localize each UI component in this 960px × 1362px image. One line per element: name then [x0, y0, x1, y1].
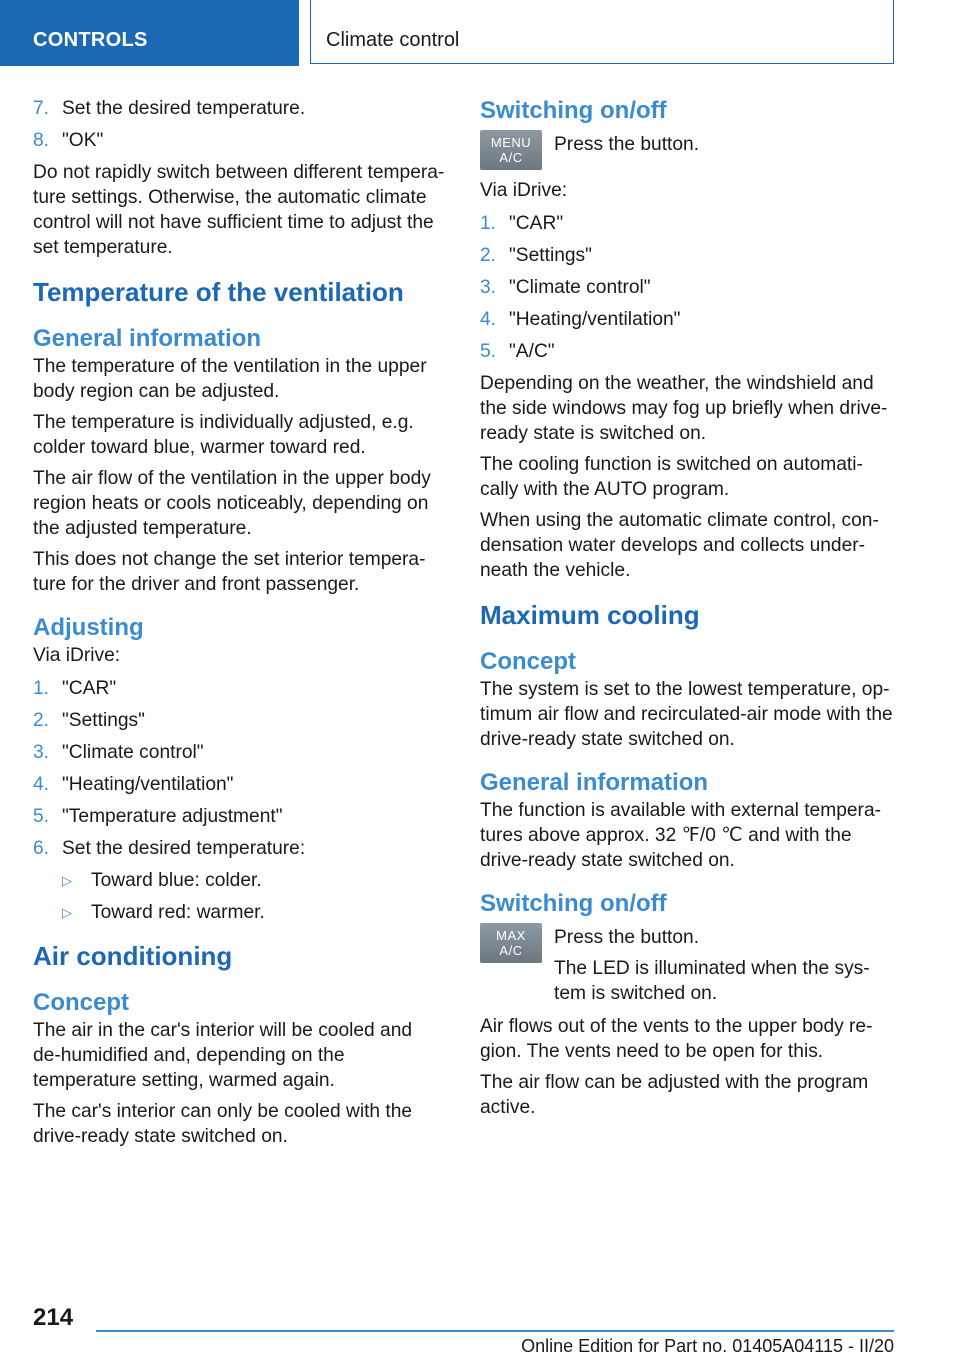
step-text: "A/C": [509, 341, 555, 362]
menu-ac-row: [480, 126, 898, 170]
button-label: A/C: [499, 943, 523, 958]
right-column: [480, 96, 898, 1120]
paragraph: The air flow of the ventilation in the upper body region heats or cools noticeably, depending on the adjusted temperature.: [33, 468, 431, 539]
press-button-text: Press the button.: [554, 134, 700, 155]
via-idrive-label: Via iDrive:: [33, 645, 121, 666]
list-item: [480, 211, 898, 236]
step-number: 5.: [33, 806, 50, 827]
step-number: 2.: [33, 710, 50, 731]
ac-steps: [480, 211, 898, 364]
step-text: "Climate control": [509, 277, 651, 298]
list-item: [480, 339, 898, 364]
step-number: 4.: [33, 774, 50, 795]
step-number: 7.: [33, 98, 50, 119]
max-ac-row: [480, 919, 898, 1006]
step-text: "Climate control": [62, 742, 204, 763]
step-number: 4.: [480, 309, 497, 330]
step-number: 8.: [33, 130, 50, 151]
list-item: [480, 275, 898, 300]
footer-divider: [96, 1330, 894, 1332]
step-text: Set the desired temperature.: [62, 98, 306, 119]
sub-item-text: Toward blue: colder.: [91, 870, 262, 891]
press-button-text: Press the button.: [554, 927, 700, 948]
step-number: 3.: [33, 742, 50, 763]
left-column: [33, 96, 445, 1149]
paragraph: Depending on the weather, the windshield and the side windows may fog up briefly when drive-ready state is switched on.: [480, 373, 888, 444]
list-item: [33, 708, 445, 733]
heading-general-information: General information: [33, 325, 262, 352]
adjusting-steps: [33, 676, 445, 925]
list-item: [33, 676, 445, 701]
step-number: 3.: [480, 277, 497, 298]
step-text: "CAR": [509, 213, 564, 234]
sub-list-item: [62, 900, 445, 925]
heading-maximum-cooling: Maximum cooling: [480, 600, 700, 630]
list-item: [33, 836, 445, 925]
step-text: "Settings": [509, 245, 592, 266]
chapter-title: Climate control: [326, 29, 460, 51]
step-text: "OK": [62, 130, 104, 151]
button-label: A/C: [499, 150, 523, 165]
list-item: [480, 307, 898, 332]
via-idrive-label: Via iDrive:: [480, 180, 568, 201]
step-number: 2.: [480, 245, 497, 266]
paragraph: The cooling function is switched on automati‐cally with the AUTO program.: [480, 454, 863, 500]
page-header: [0, 0, 960, 66]
steps-continued: [33, 96, 445, 153]
paragraph: The temperature of the ventilation in the upper body region can be adjusted.: [33, 356, 427, 402]
list-item: [33, 740, 445, 765]
page-number: 214: [33, 1304, 74, 1331]
sub-item-text: Toward red: warmer.: [91, 902, 265, 923]
step-number: 5.: [480, 341, 497, 362]
list-item: [33, 128, 445, 153]
step-text: "Temperature adjustment": [62, 806, 283, 827]
sub-list: [62, 868, 445, 925]
step-text: "CAR": [62, 678, 117, 699]
page-footer: [0, 1296, 960, 1362]
button-label: MAX: [496, 928, 526, 943]
step-text: "Heating/ventilation": [509, 309, 681, 330]
step-text: Set the desired temperature:: [62, 838, 306, 859]
paragraph: Air flows out of the vents to the upper body re‐gion. The vents need to be open for this.: [480, 1016, 873, 1062]
section-tab: [0, 0, 299, 66]
menu-ac-button-icon: [480, 130, 542, 170]
step-text: "Settings": [62, 710, 145, 731]
step-text: "Heating/ventilation": [62, 774, 234, 795]
triangle-bullet-icon: ▷: [62, 873, 72, 888]
section-title: CONTROLS: [33, 29, 148, 51]
triangle-bullet-icon: ▷: [62, 905, 72, 920]
list-item: [33, 96, 445, 121]
paragraph: The air flow can be adjusted with the program active.: [480, 1072, 869, 1118]
paragraph: When using the automatic climate control, con‐densation water develops and collects under‐neath the vehicle.: [480, 510, 879, 581]
paragraph: The function is available with external tempera‐tures above approx. 32 ℉/0 ℃ and with the drive-ready state switched on.: [480, 800, 882, 871]
edition-text: Online Edition for Part no. 01405A04115 - II/20: [521, 1336, 894, 1356]
list-item: [33, 804, 445, 829]
step-number: 6.: [33, 838, 50, 859]
heading-air-conditioning: Air conditioning: [33, 941, 233, 971]
led-text: The LED is illuminated when the sys‐tem is switched on.: [554, 958, 870, 1004]
heading-temperature-ventilation: Temperature of the ventilation: [33, 277, 404, 307]
sub-list-item: [62, 868, 445, 893]
paragraph: The car's interior can only be cooled with the drive-ready state switched on.: [33, 1101, 413, 1147]
paragraph: The system is set to the lowest temperature, op‐timum air flow and recirculated-air mode with the drive-ready state switched on.: [480, 679, 893, 750]
button-label: MENU: [490, 135, 532, 150]
paragraph: The air in the car's interior will be cooled and de‐humidified and, depending on the temperature setting, warmed again.: [33, 1020, 413, 1091]
heading-adjusting: Adjusting: [33, 614, 144, 641]
heading-concept: Concept: [480, 648, 576, 675]
chapter-tab: [310, 0, 894, 64]
paragraph-rapid-switch: Do not rapidly switch between different tempera‐ture settings. Otherwise, the automatic climate control will not have sufficient time to adjust the set temperature.: [33, 162, 445, 258]
paragraph: This does not change the set interior tempera‐ture for the driver and front passenger.: [33, 549, 426, 595]
paragraph: The temperature is individually adjusted, e.g. colder toward blue, warmer toward red.: [33, 412, 414, 458]
heading-concept: Concept: [33, 989, 129, 1016]
max-ac-button-icon: [480, 923, 542, 963]
heading-switching-on-off: Switching on/off: [480, 97, 667, 124]
list-item: [33, 772, 445, 797]
heading-switching-on-off: Switching on/off: [480, 890, 667, 917]
heading-general-information: General information: [480, 769, 709, 796]
list-item: [480, 243, 898, 268]
step-number: 1.: [480, 213, 497, 234]
step-number: 1.: [33, 678, 50, 699]
